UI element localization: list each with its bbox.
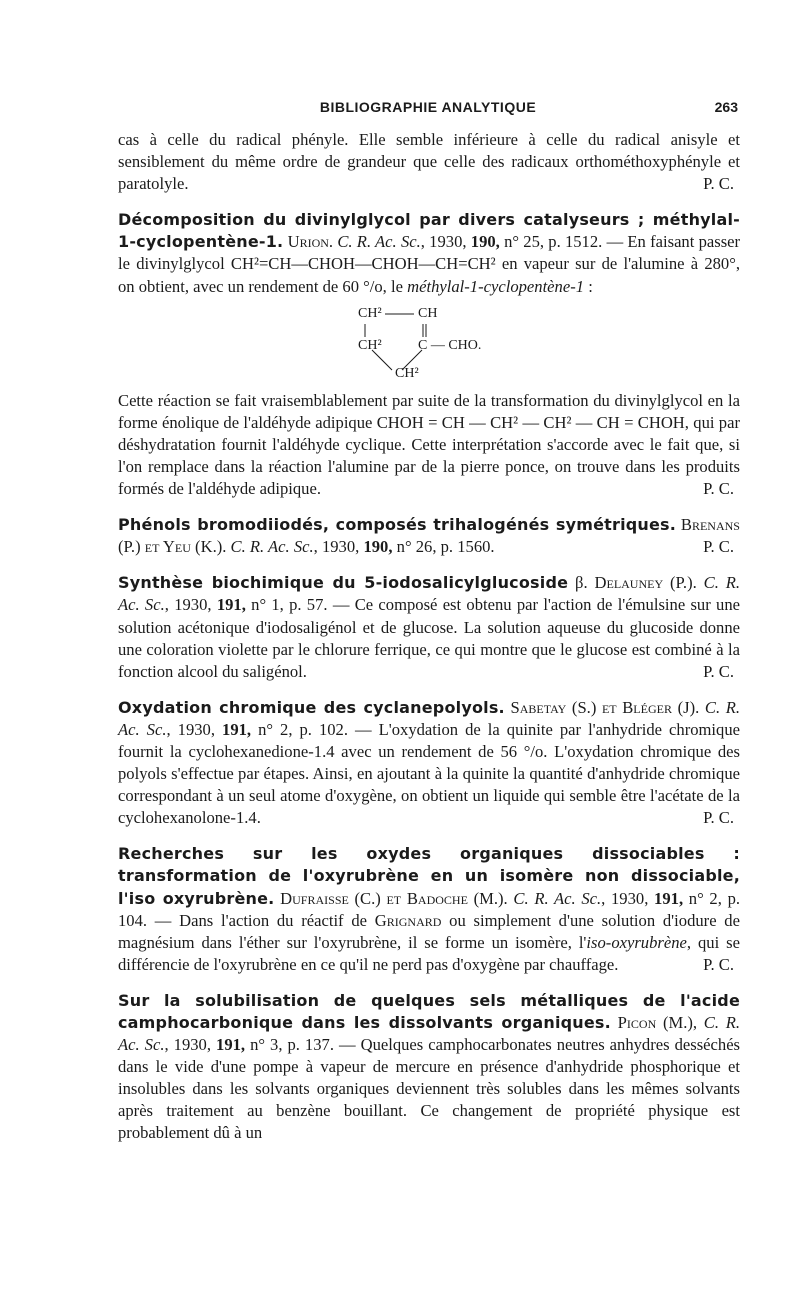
abstract-entry: Recherches sur les oxydes organiques dissociables : transformation de l'oxyrubrène en un isomère non dissociable, l'iso oxyrubrène. Dufraisse (C.) et Badoche (M.). C. R. Ac. Sc., 1930, 191, n° 2, p. 104. — Dans l'action du réactif de Grignard ou simplement d'une solution d'iodure de magnésium dans l'éther sur l'oxyrubrène, il se forme un isomère, l'iso-oxyrubrène, qui se différencie de l'oxyrubrène en ce qu'il ne perd pas d'oxygène par chauffage. P. C. [118,843,740,976]
issue-page: n° 26, p. 1560. [396,537,495,557]
page-header [118,99,738,123]
continuation-text: cas à celle du radical phényle. Elle semble inférieure à celle du radical anisyle et sensiblement du même ordre de grandeur que celle des radicaux orthométhoxyphényle et paratolyle. [118,130,740,194]
signature: P. C. [703,808,734,828]
issue-page: n° 3, p. 137. [250,1035,334,1055]
year: 1930, [611,888,649,908]
formula-atom: CH [418,305,438,321]
journal-name: C. R. Ac. Sc. [230,537,314,557]
abstract-text: — Quelques camphocarbonates neutres anhydres desséchés dans le vide d'une pompe à vapeur de mercure en présence d'anhydride phosphorique et insolubles dans les solvants organiques deviennent très solubles dans les mêmes solvants après traitement au benzène bouillant. Ce changement de propriété physique est probablement dû à un [118,1035,741,1143]
volume: 191, [222,719,252,739]
issue-page: n° 2, p. 104. [118,888,741,930]
journal-name: C. R. Ac. Sc. [118,1013,741,1055]
issue-page: n° 25, p. 1512. [504,232,603,252]
issue-page: n° 1, p. 57. [251,595,328,615]
entry-title: Synthèse biochimique du 5-iodosalicylglucoside [118,573,569,593]
abstract-entry: Phénols bromodiiodés, composés trihalogénés symétriques. Brenans (P.) et Yeu (K.). C. R. Ac. Sc., 1930, 190, n° 26, p. 1560. P. C. [118,514,740,558]
continuation-paragraph [118,129,740,195]
volume: 190, [470,232,500,252]
year: 1930, [174,595,212,615]
year: 1930, [321,537,360,557]
signature: P. C. [703,537,734,557]
abstract-text: , qui se différencie de l'oxyrubrène en ce qu'il ne perd pas d'oxygène par chauffage. [118,932,740,974]
formula-atom: CH² [358,305,382,321]
abstract-text: ou simplement d'une solution d'iodure de magnésium dans l'éther sur l'oxyrubrène, il se forme un isomère, l' [118,910,740,952]
journal-name: C. R. Ac. Sc. [118,573,740,615]
entry-authors: Brenans (P.) et Yeu (K.). [118,515,740,557]
abstract-entry: Sur la solubilisation de quelques sels métalliques de l'acide camphocarbonique dans les dissolvants organiques. Picon (M.), C. R. Ac. Sc., 1930, 191, n° 3, p. 137. — Quelques camphocarbonates neutres anhydres desséchés dans le vide d'une pompe à vapeur de mercure en présence d'anhydride phosphorique et insolubles dans les solvants organiques deviennent très solubles dans les mêmes solvants après traitement au benzène bouillant. Ce changement de propriété physique est probablement dû à un [118,990,741,1143]
formula-atom: C — CHO. [418,337,482,353]
abstract-text: — En faisant passer le divinylglycol CH²=CH—CHOH—CHOH—CH=CH² en vapeur sur de l'alumine à 280°, on obtient, avec un rendement de 60 °/o, le [118,232,741,296]
page-number: 263 [714,99,738,115]
journal-name: C. R. Ac. Sc. [337,232,421,252]
signature: P. C. [703,174,734,194]
entry-title: Phénols bromodiiodés, composés trihalogénés symétriques. [118,515,677,535]
volume: 191, [216,1035,246,1055]
abstract-text: — Ce composé est obtenu par l'action de l'émulsine sur une solution acétonique d'iodosaligénol et de glucose. La solution aqueuse du glucoside donne une coloration violette par le chlorure ferrique, ce qui montre que le glucose est combiné à la fonction alcool du saligénol. [118,595,740,681]
abstract-entry: Décomposition du divinylglycol par divers catalyseurs ; méthylal-1-cyclopentène-1. Urion. C. R. Ac. Sc., 1930, 190, n° 25, p. 1512. — En faisant passer le divinylglycol CH²=CH—CHOH—CHOH—CH=CH² en vapeur sur de l'alumine à 280°, on obtient, avec un rendement de 60 °/o, le méthylal-1-cyclopentène-1 : CH² CH CH² C — CHO. CH² Cette réaction se fait vraisemblablement par suite de la transformation du divinylglycol en la forme énolique de l'aldéhyde adipique CHOH = CH — CH² — CH² — CH = CHOH, qui par déshydratation fournit l'aldéhyde cyclique. Cette interprétation s'accorde avec le fait que, si l'on remplace dans la réaction l'alumine par de la pierre ponce, on trouve dans les produits formés de l'aldéhyde adipique. P. C. [118,209,740,500]
formula-atom: CH² [358,337,382,353]
entry-author: Picon (M.), [617,1013,698,1032]
year: 1930, [173,1035,211,1055]
signature: P. C. [703,661,734,681]
grignard-name: Grignard [374,910,442,930]
colon: : [584,276,593,296]
entry-authors: Sabetay (S.) et Bléger (J). [510,697,700,717]
abstract-entry: Oxydation chromique des cyclanepolyols. Sabetay (S.) et Bléger (J). C. R. Ac. Sc., 1930, 191, n° 2, p. 102. — L'oxydation de la quinite par l'anhydride chromique fournit la cyclohexanedione-1.4 avec un rendement de 56 °/o. L'oxydation chromique des polyols s'effectue par étapes. Ainsi, en ajoutant à la quinite la quantité d'anhydride chromique correspondant à un seul atome d'oxygène, on obtient un liquide qui semble être l'acétate de la cyclohexanolone-1.4. P. C. [118,697,740,830]
signature: P. C. [703,479,734,499]
entry-authors: Dufraisse (C.) et Badoche (M.). [280,888,508,908]
abstract-text: Cette réaction se fait vraisemblablement par suite de la transformation du divinylglycol en la forme énolique de l'aldéhyde adipique CHOH = CH — CH² — CH² — CH = CHOH, qui par déshydratation fournit l'aldéhyde cyclique. Cette interprétation s'accorde avec le fait que, si l'on remplace dans la réaction l'alumine par de la pierre ponce, on trouve dans les produits formés de l'aldéhyde adipique. [118,390,740,499]
structural-formula [118,304,740,384]
volume: 191, [654,888,684,908]
year: 1930, [177,719,215,739]
entry-title: Sur la solubilisation de quelques sels métalliques de l'acide camphocarbonique dans les dissolvants organiques. [118,990,740,1032]
journal-name: C. R. Ac. Sc. [118,697,740,739]
entry-title: Oxydation chromique des cyclanepolyols. [118,697,505,717]
year: 1930, [429,232,467,252]
journal-name: C. R. Ac. Sc. [513,888,602,908]
abstract-text: — Dans l'action du réactif de [154,910,367,930]
isomer-name: iso-oxyrubrène [586,932,687,952]
entry-title: Décomposition du divinylglycol par divers catalyseurs ; méthylal-1-cyclopentène-1. [118,210,740,252]
signature: P. C. [703,954,734,974]
volume: 191, [216,595,246,615]
entry-author: Delauney (P.). [594,573,697,593]
page-body [118,129,740,1145]
entry-title: Recherches sur les oxydes organiques dissociables : transformation de l'oxyrubrène en un isomère non dissociable, l'iso oxyrubrène. [118,844,740,908]
abstract-entry: Synthèse biochimique du 5-iodosalicylglucoside β. Delauney (P.). C. R. Ac. Sc., 1930, 191, n° 1, p. 57. — Ce composé est obtenu par l'action de l'émulsine sur une solution acétonique d'iodosaligénol et de glucose. La solution aqueuse du glucoside donne une coloration violette par le chlorure ferrique, ce qui montre que le glucose est combiné à la fonction alcool du saligénol. P. C. [118,572,740,682]
abstract-text: — L'oxydation de la quinite par l'anhydride chromique fournit la cyclohexanedione-1.4 avec un rendement de 56 °/o. L'oxydation chromique des polyols s'effectue par étapes. Ainsi, en ajoutant à la quinite la quantité d'anhydride chromique correspondant à un seul atome d'oxygène, on obtient un liquide qui semble être l'acétate de la cyclohexanolone-1.4. [118,719,741,828]
title-suffix: β. [575,573,588,593]
formula-atom: CH² [395,365,419,381]
entry-author: Urion. [287,232,334,252]
volume: 190, [363,537,393,557]
running-title: BIBLIOGRAPHIE ANALYTIQUE [319,99,537,115]
product-name: méthylal-1-cyclopentène-1 [407,276,585,296]
issue-page: n° 2, p. 102. [258,719,348,739]
